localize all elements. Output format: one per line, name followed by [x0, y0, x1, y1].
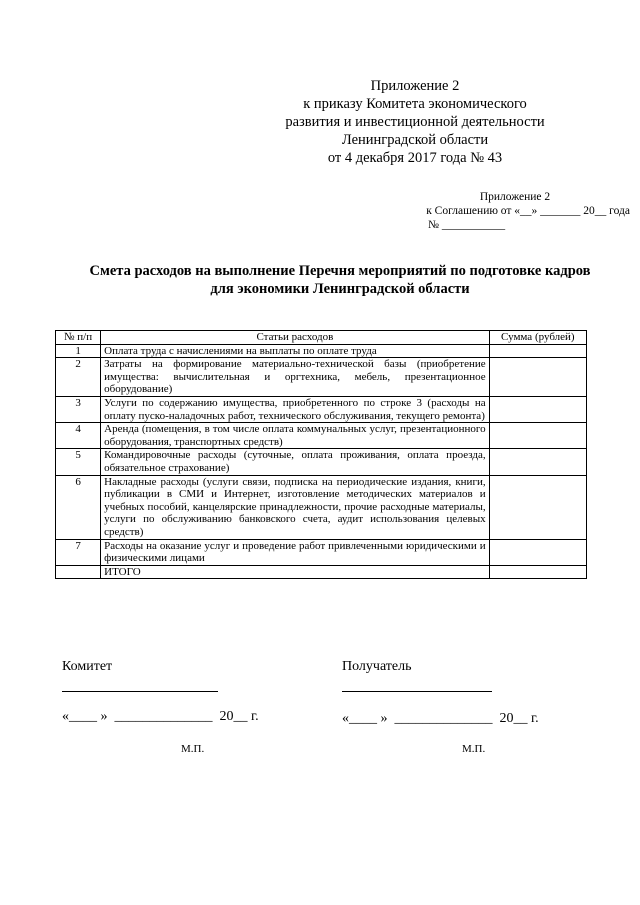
appendix-order-block: [225, 77, 605, 167]
row-sum: [489, 449, 586, 475]
row-number: 4: [56, 423, 101, 449]
signature-left-line: [62, 690, 218, 692]
row-number: [56, 565, 101, 579]
header-item: Статьи расходов: [101, 331, 489, 345]
row-item-total: ИТОГО: [101, 565, 489, 579]
signature-right-stamp: М.П.: [462, 743, 486, 755]
row-sum: [489, 423, 586, 449]
row-sum: [489, 358, 586, 397]
appendix-order-line: Приложение 2: [370, 78, 460, 94]
document-title: [50, 262, 630, 298]
appendix-agreement-number: № ___________: [428, 219, 506, 231]
row-item: Аренда (помещения, в том числе оплата коммунальных услуг, презентационного оборудования, транспортных средств): [101, 423, 489, 449]
table-header-row: [56, 331, 587, 345]
table-row: [56, 396, 587, 422]
row-number: 5: [56, 449, 101, 475]
document-title-line: Смета расходов на выполнение Перечня мероприятий по подготовке кадров: [89, 263, 591, 279]
row-sum: [489, 565, 586, 579]
signature-left-date: «____ » ______________ 20__ г.: [62, 709, 259, 724]
document-title-line: для экономики Ленинградской области: [210, 281, 470, 297]
table-row: [56, 358, 587, 397]
table-row: [56, 423, 587, 449]
signature-left-title: Комитет: [62, 659, 113, 674]
row-item: Оплата труда с начислениями на выплаты по оплате труда: [101, 344, 489, 358]
row-number: 7: [56, 539, 101, 565]
table-row: [56, 449, 587, 475]
row-item: Расходы на оказание услуг и проведение работ привлеченными юридическими и физическими лицами: [101, 539, 489, 565]
header-sum: Сумма (рублей): [489, 331, 586, 345]
row-number: 2: [56, 358, 101, 397]
row-item: Услуги по содержанию имущества, приобретенного по строке 3 (расходы на оплату пуско-наладочных работ, технического обслуживания, текущего ремонта): [101, 396, 489, 422]
appendix-agreement-block: [360, 190, 630, 232]
appendix-agreement-date: к Соглашению от «__» _______ 20__ года: [426, 205, 630, 217]
row-sum: [489, 396, 586, 422]
header-number: № п/п: [56, 331, 101, 345]
row-sum: [489, 344, 586, 358]
signature-left-stamp: М.П.: [181, 743, 205, 755]
row-number: 1: [56, 344, 101, 358]
appendix-order-line: к приказу Комитета экономического: [303, 96, 527, 112]
appendix-order-line: Ленинградской области: [341, 132, 489, 148]
signature-right-date: «____ » ______________ 20__ г.: [342, 711, 539, 726]
row-item: Командировочные расходы (суточные, оплата проживания, оплата проезда, обязательное страхование): [101, 449, 489, 475]
row-item: Накладные расходы (услуги связи, подписка на периодические издания, книги, публикации в СМИ и Интернет, изготовление методических материалов и учебных пособий, канцелярские принадлежности, прочие расходные материалы, услуги по обслуживанию банковского счета, аудит использования целевых средств): [101, 475, 489, 539]
table-row: [56, 539, 587, 565]
row-item: Затраты на формирование материально-технической базы (приобретение имущества: вычислительная и оргтехника, мебель, презентационное оборудование): [101, 358, 489, 397]
row-number: 6: [56, 475, 101, 539]
signature-right-line: [342, 690, 492, 692]
appendix-agreement-title: Приложение 2: [479, 191, 551, 203]
table-row: [56, 344, 587, 358]
appendix-order-line: от 4 декабря 2017 года № 43: [327, 150, 503, 166]
row-sum: [489, 475, 586, 539]
signature-right-title: Получатель: [342, 659, 412, 674]
table-row: [56, 475, 587, 539]
row-sum: [489, 539, 586, 565]
row-number: 3: [56, 396, 101, 422]
appendix-order-line: развития и инвестиционной деятельности: [285, 114, 545, 130]
budget-table: [55, 330, 587, 579]
table-total-row: [56, 565, 587, 579]
